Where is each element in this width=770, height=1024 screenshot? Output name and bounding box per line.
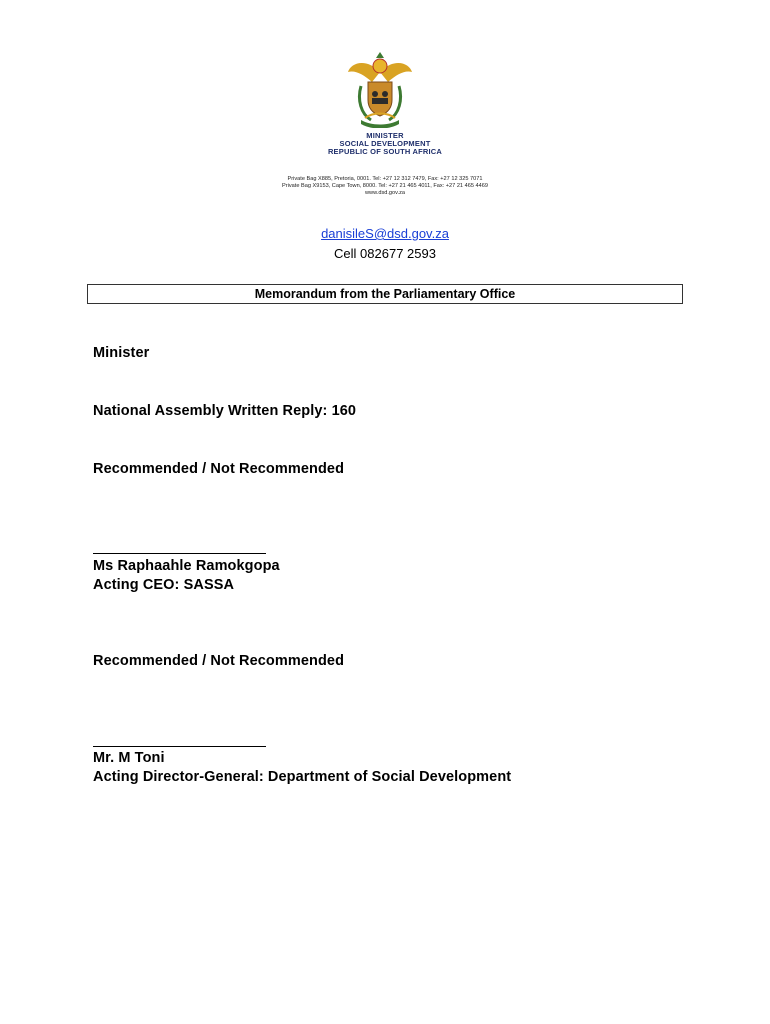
signatory-2-title: Acting Director-General: Department of Social Development [93,769,512,785]
signatory-1-title: Acting CEO: SASSA [93,577,235,593]
org-line-department: SOCIAL DEVELOPMENT [339,139,431,148]
signatory-1-name: Ms Raphaahle Ramokgopa [93,558,280,574]
recommendation-1: Recommended / Not Recommended [93,461,345,477]
contact-email-link[interactable]: danisileS@dsd.gov.za [321,226,449,241]
signatory-2-name: Mr. M Toni [93,750,165,766]
address-cape-town: Private Bag X9153, Cape Town, 8000. Tel: +27 21 465 4011, Fax: +27 21 465 4469 [282,183,488,189]
memo-title-box: Memorandum from the Parliamentary Office [87,284,683,304]
signature-line-1 [93,553,266,554]
address-website: www.dsd.gov.za [364,190,405,196]
coat-of-arms-logo [345,52,415,128]
addressee: Minister [93,345,150,361]
recommendation-2: Recommended / Not Recommended [93,653,345,669]
contact-cell: Cell 082677 2593 [334,246,436,261]
org-line-minister: MINISTER [366,131,404,140]
signature-line-2 [93,746,266,747]
org-line-country: REPUBLIC OF SOUTH AFRICA [327,147,443,156]
reply-reference: National Assembly Written Reply: 160 [93,403,357,419]
address-pretoria: Private Bag X885, Pretoria, 0001. Tel: +27 12 312 7479, Fax: +27 12 325 7071 [287,176,483,182]
